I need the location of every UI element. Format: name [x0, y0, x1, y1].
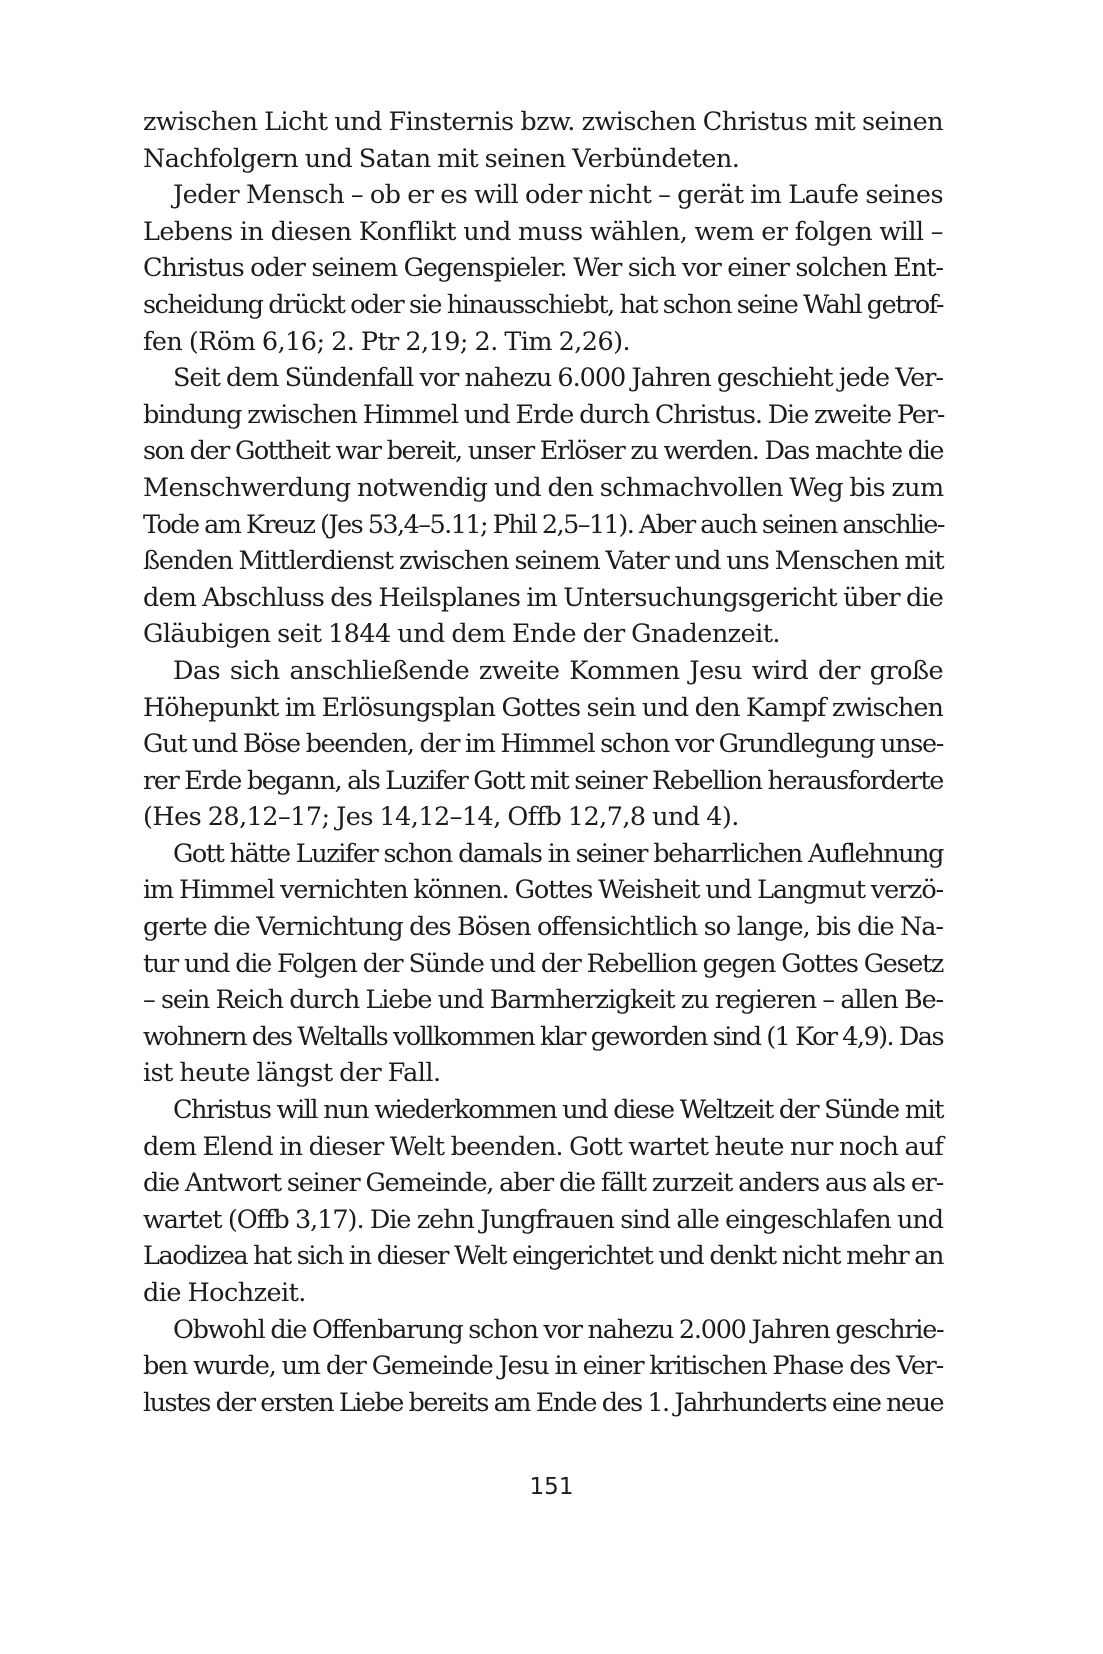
text-line: Tode am Kreuz (Jes 53,4–5.11; Phil 2,5–11). Aber auch seinen anschlie- — [143, 509, 944, 540]
text-line: Christus oder seinem Gegenspieler. Wer sich vor einer solchen Ent- — [143, 253, 943, 284]
text-line: Gut und Böse beenden, der im Himmel schon vor Grundlegung unse- — [143, 729, 943, 760]
body-text — [143, 104, 943, 1421]
text-line: die Antwort seiner Gemeinde, aber die fällt zurzeit anders aus als er- — [143, 1168, 943, 1199]
text-line: Lebens in diesen Konflikt und muss wählen, wem er folgen will – — [143, 216, 943, 247]
text-line: wohnern des Weltalls vollkommen klar geworden sind (1 Kor 4,9). Das — [143, 1021, 943, 1052]
text-line: ben wurde, um der Gemeinde Jesu in einer kritischen Phase des Ver- — [143, 1351, 943, 1382]
text-line: Jeder Mensch – ob er es will oder nicht – gerät im Laufe seines — [173, 180, 943, 211]
text-line: son der Gottheit war bereit, unser Erlöser zu werden. Das machte die — [143, 436, 943, 467]
text-line: Gott hätte Luzifer schon damals in seiner beharrlichen Auflehnung — [173, 838, 943, 869]
text-line: (Hes 28,12–17; Jes 14,12–14, Offb 12,7,8 und 4). — [143, 802, 739, 833]
text-line: ist heute längst der Fall. — [143, 1058, 441, 1089]
text-line: im Himmel vernichten können. Gottes Weisheit und Langmut verzö- — [143, 875, 943, 906]
text-line: Laodizea hat sich in dieser Welt eingerichtet und denkt nicht mehr an — [143, 1241, 943, 1272]
page-number: 151 — [529, 1474, 574, 1500]
text-line: Christus will nun wiederkommen und diese Weltzeit der Sünde mit — [173, 1095, 943, 1126]
text-line: Obwohl die Offenbarung schon vor nahezu 2.000 Jahren geschrie- — [173, 1314, 944, 1345]
text-line: Gläubigen seit 1844 und dem Ende der Gnadenzeit. — [143, 619, 780, 650]
text-line: Menschwerdung notwendig und den schmachvollen Weg bis zum — [143, 472, 944, 503]
text-line: bindung zwischen Himmel und Erde durch Christus. Die zweite Per- — [143, 399, 945, 430]
text-line: scheidung drückt oder sie hinausschiebt, hat schon seine Wahl getrof- — [143, 289, 943, 320]
text-line: wartet (Offb 3,17). Die zehn Jungfrauen sind alle eingeschlafen und — [143, 1204, 943, 1235]
text-line: tur und die Folgen der Sünde und der Rebellion gegen Gottes Gesetz — [143, 948, 943, 979]
text-line: dem Abschluss des Heilsplanes im Untersuchungsgericht über die — [143, 582, 943, 613]
text-line: lustes der ersten Liebe bereits am Ende des 1. Jahrhunderts eine neue — [143, 1387, 943, 1418]
text-line: zwischen Licht und Finsternis bzw. zwischen Christus mit seinen — [143, 107, 943, 137]
text-line: rer Erde begann, als Luzifer Gott mit seiner Rebellion herausforderte — [143, 765, 943, 796]
text-line: Seit dem Sündenfall vor nahezu 6.000 Jahren geschieht jede Ver- — [173, 363, 943, 394]
text-line: – sein Reich durch Liebe und Barmherzigkeit zu regieren – allen Be- — [143, 985, 943, 1016]
text-line: dem Elend in dieser Welt beenden. Gott wartet heute nur noch auf — [143, 1131, 943, 1162]
text-line: gerte die Vernichtung des Bösen offensichtlich so lange, bis die Na- — [143, 912, 943, 943]
text-line: ßenden Mittlerdienst zwischen seinem Vater und uns Menschen mit — [143, 546, 944, 577]
text-line: Höhepunkt im Erlösungsplan Gottes sein und den Kampf zwischen — [143, 692, 943, 723]
text-line: fen (Röm 6,16; 2. Ptr 2,19; 2. Tim 2,26). — [143, 326, 631, 357]
text-line: Nachfolgern und Satan mit seinen Verbündeten. — [143, 143, 740, 174]
text-line: die Hochzeit. — [143, 1278, 306, 1308]
text-line: Das sich anschließende zweite Kommen Jesu wird der große — [173, 655, 943, 686]
